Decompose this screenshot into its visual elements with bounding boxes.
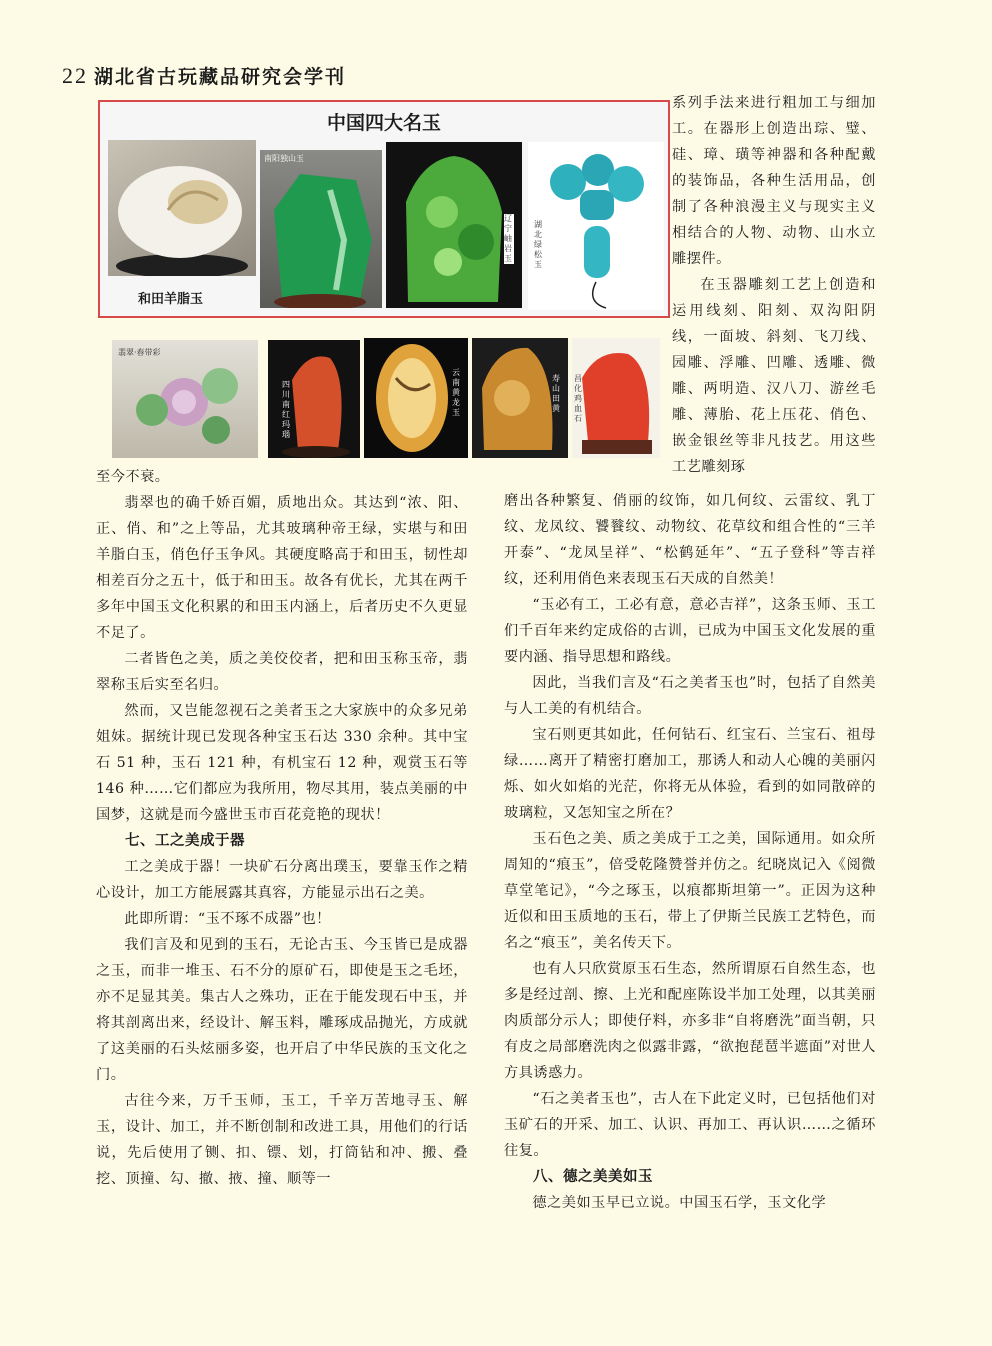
tianhuang-image (472, 338, 568, 458)
tianhuang-tag: 寿山田黄 (552, 374, 560, 413)
paragraph: 宝石则更其如此，任何钻石、红宝石、兰宝石、祖母绿……离开了精密打磨加工，那诱人和动人心魄的美丽闪烁、如火如焰的光茫，你将无从体验，看到的如同散碎的玻璃粒，又怎知宝之所在？ (504, 727, 876, 821)
paragraph: 德之美如玉早已立说。中国玉石学，玉文化学 (532, 1195, 827, 1211)
hetian-jade-image (108, 140, 256, 276)
paragraph: 二者皆色之美，质之美佼佼者，把和田玉称玉帝，翡翠称玉后实至名归。 (96, 651, 468, 693)
jixue-icon (572, 338, 660, 458)
hetian-caption: 和田羊脂玉 (138, 292, 204, 307)
jixue-tag: 昌化鸡血石 (574, 374, 582, 423)
nanhong-tag: 四川南红玛瑙 (282, 380, 290, 439)
paragraph: 古往今来，万千玉师，玉工，千辛万苦地寻玉、解玉，设计、加工，并不断创制和改进工具，用他们的行话说，先后使用了铡、扣、镖、划，打筒钻和冲、搬、叠挖、顶撞、勾、撤、掖、撞、顺等一 (96, 1093, 468, 1187)
paragraph: 工之美成于器！一块矿石分离出璞玉，要靠玉作之精心设计，加工方能展露其真容，方能显示出石之美。 (96, 859, 468, 901)
paragraph: “玉必有工，工必有意，意必吉祥”，这条玉师、玉工们千百年来约定成俗的古训，已成为中国玉文化发展的重要内涵、指导思想和路线。 (504, 597, 876, 665)
hubei-tag: 湖北绿松玉 (534, 220, 542, 269)
nanyang-tag: 南阳独山玉 (264, 154, 304, 163)
paragraph: 至今不衰。 (96, 469, 170, 485)
liaoning-tag: 辽宁岫岩玉 (504, 214, 512, 263)
liaoning-jade-icon (386, 142, 522, 308)
feicui-tag: 翡翠·春带彩 (118, 348, 161, 357)
section-heading: 七、工之美成于器 (125, 833, 245, 849)
journal-title: 湖北省古玩藏品研究会学刊 (94, 66, 347, 88)
jixue-image (572, 338, 660, 458)
paragraph: 翡翠也的确千娇百媚，质地出众。其达到“浓、阳、正、俏、和”之上等品，尤其玻璃种帝王绿，实堪与和田羊脂白玉，俏色仔玉争风。其硬度略高于和田玉，韧性却相差百分之五十，低于和田玉。故各有优长，尤其在两千多年中国玉文化积累的和田玉内涵上，后者历史不久更显不足了。 (96, 495, 468, 641)
left-column (96, 464, 468, 1192)
paragraph: 玉石色之美、质之美成于工之美，国际通用。如众所周知的“痕玉”，倍受乾隆赞誉并仿之。纪晓岚记入《阅微草堂笔记》，“今之琢玉，以痕都斯坦第一”。正因为这种近似和田玉质地的玉石，带上了伊斯兰民族工艺特色，而名之“痕玉”，美名传天下。 (504, 831, 876, 951)
page-number: 22 (62, 63, 88, 88)
huanglong-tag: 云南黄龙玉 (452, 368, 460, 417)
figure-title: 中国四大名玉 (326, 112, 441, 134)
paragraph: 磨出各种繁复、俏丽的纹饰，如几何纹、云雷纹、乳丁纹、龙凤纹、饕餮纹、动物纹、花草纹和组合性的“三羊开泰”、“龙凤呈祥”、“松鹤延年”、“五子登科”等吉祥纹，还利用俏色来表现玉石天成的自然美！ (504, 493, 876, 587)
feicui-image (112, 340, 258, 458)
nanhong-image (268, 340, 360, 458)
page-header (62, 62, 346, 89)
right-column (504, 488, 876, 1216)
paragraph: 因此，当我们言及“石之美者玉也”时，包括了自然美与人工美的有机结合。 (504, 675, 876, 717)
liaoning-jade-image (386, 142, 522, 308)
paragraph: 在玉器雕刻工艺上创造和运用线刻、阳刻、双沟阳阴线，一面坡、斜刻、飞刀线、园雕、浮雕、凹雕、透雕、微雕、两明造、汉八刀、游丝毛雕、薄胎、花上压花、俏色、嵌金银丝等非凡技艺。用这些工艺雕刻琢 (672, 277, 876, 475)
paragraph: 此即所谓：“玉不琢不成器”也！ (124, 911, 331, 927)
paragraph: 也有人只欣赏原玉石生态，然所谓原石自然生态，也多是经过剖、擦、上光和配座陈设半加工处理，以其美丽肉质部分示人；即使仔料，亦多非“自将磨洗”面当朝，只有皮之局部磨洗肉之似露非露，“欲抱琵琶半遮面”对世人方具诱惑力。 (504, 961, 876, 1081)
turquoise-icon (528, 142, 664, 310)
section-heading: 八、德之美美如玉 (533, 1169, 653, 1185)
paragraph: 我们言及和见到的玉石，无论古玉、今玉皆已是成器之玉，而非一堆玉、石不分的原矿石，即使是玉之毛坯，亦不足显其美。集古人之殊功，正在于能发现石中玉，并将其剖离出来，经设计、解玉料，雕琢成品抛光，方成就了这美丽的石头炫丽多姿，也开启了中华民族的玉文化之门。 (96, 937, 468, 1083)
jade-figure-frame (98, 100, 670, 318)
hetian-jade-icon (108, 140, 256, 276)
huanglong-image (364, 338, 468, 458)
right-top-text (672, 90, 876, 480)
paragraph: “石之美者玉也”，古人在下此定义时，已包括他们对玉矿石的开采、加工、认识、再加工、再认识……之循环往复。 (504, 1091, 876, 1159)
nanyang-jade-icon (260, 150, 382, 308)
paragraph: 系列手法来进行粗加工与细加工。在器形上创造出琮、璧、硅、璋、璜等神器和各种配戴的装饰品，各种生活用品，创制了各种浪漫主义与现实主义相结合的人物、动物、山水立雕摆件。 (672, 95, 876, 267)
hubei-turquoise-image (528, 142, 664, 310)
nanyang-jade-image (260, 150, 382, 308)
paragraph: 然而，又岂能忽视石之美者玉之大家族中的众多兄弟姐妹。据统计现已发现各种宝玉石达 330 余种。其中宝石 51 种，玉石 121 种，有机宝石 12 种，观赏玉石等 146 种……它们都应为我所用，物尽其用，装点美丽的中国梦，这就是而今盛世玉市百花竞艳的现状！ (96, 703, 468, 823)
